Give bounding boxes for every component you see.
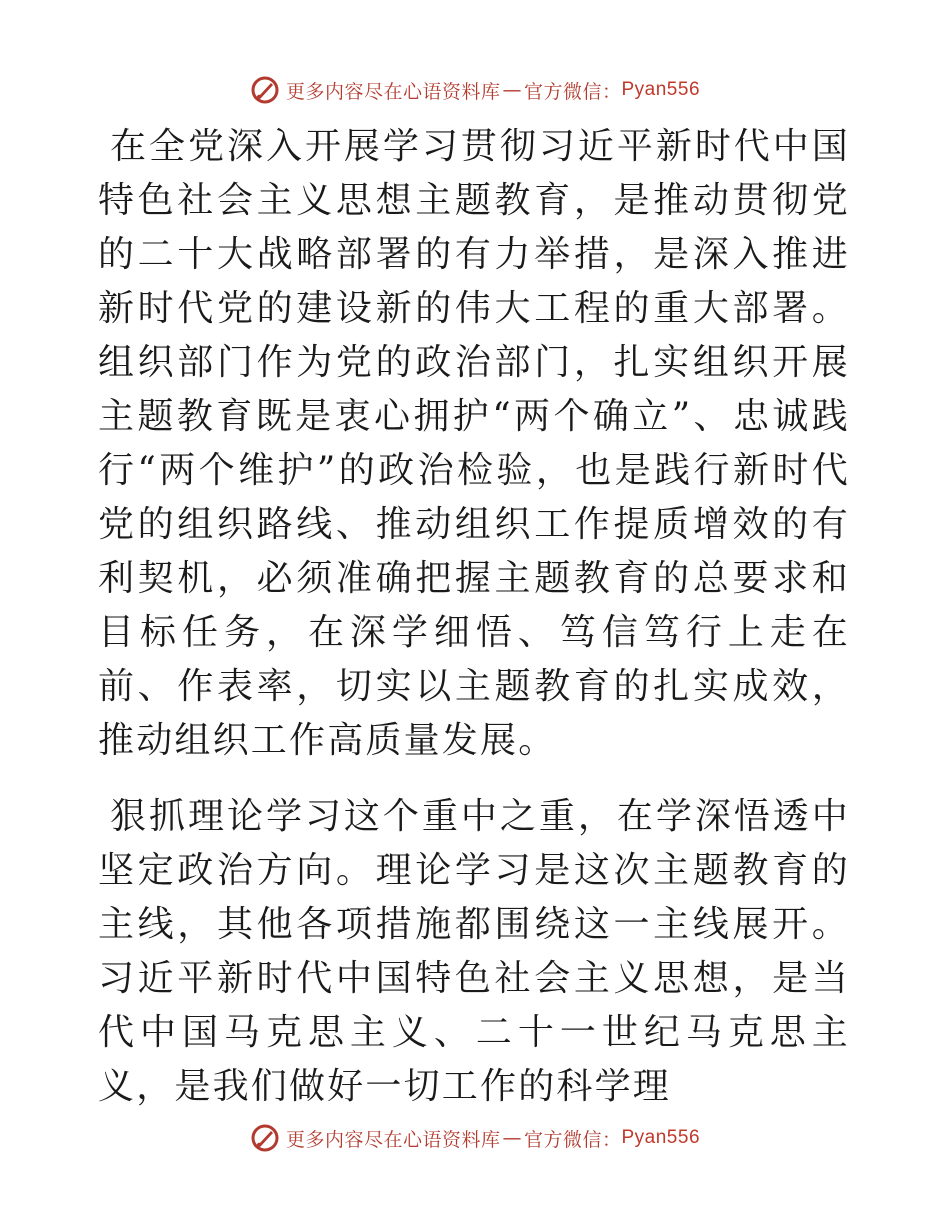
brush-pen-logo-icon [250, 75, 280, 105]
document-body [98, 120, 850, 1114]
paragraph-2: 狠抓理论学习这个重中之重，在学深悟透中坚定政治方向。理论学习是这次主题教育的主线，其他各项措施都围绕这一主线展开。习近平新时代中国特色社会主义思想，是当代中国马克思主义、二十一世纪马克思主义，是我们做好一切工作的科学理 [98, 796, 850, 1107]
header-wechat-label: 官方微信： [523, 80, 622, 103]
header-separator: — [502, 79, 522, 101]
footer-wechat-id: Pyan556 [621, 1127, 701, 1148]
brush-pen-logo-icon [250, 1123, 280, 1153]
footer-banner [0, 1120, 950, 1156]
header-banner-text: 更多内容尽在心语资料库 [285, 80, 501, 103]
header-banner [0, 72, 950, 108]
footer-separator: — [502, 1127, 522, 1149]
footer-banner-text: 更多内容尽在心语资料库 [285, 1128, 501, 1151]
header-wechat-id: Pyan556 [621, 79, 701, 100]
paragraph-1: 在全党深入开展学习贯彻习近平新时代中国特色社会主义思想主题教育，是推动贯彻党的二十大战略部署的有力举措，是深入推进新时代党的建设新的伟大工程的重大部署。组织部门作为党的政治部门，扎实组织开展主题教育既是衷心拥护“两个确立”、忠诚践行“两个维护”的政治检验，也是践行新时代党的组织路线、推动组织工作提质增效的有利契机，必须准确把握主题教育的总要求和目标任务，在深学细悟、笃信笃行上走在前、作表率，切实以主题教育的扎实成效，推动组织工作高质量发展。 [98, 126, 850, 761]
footer-wechat-label: 官方微信： [523, 1128, 622, 1151]
